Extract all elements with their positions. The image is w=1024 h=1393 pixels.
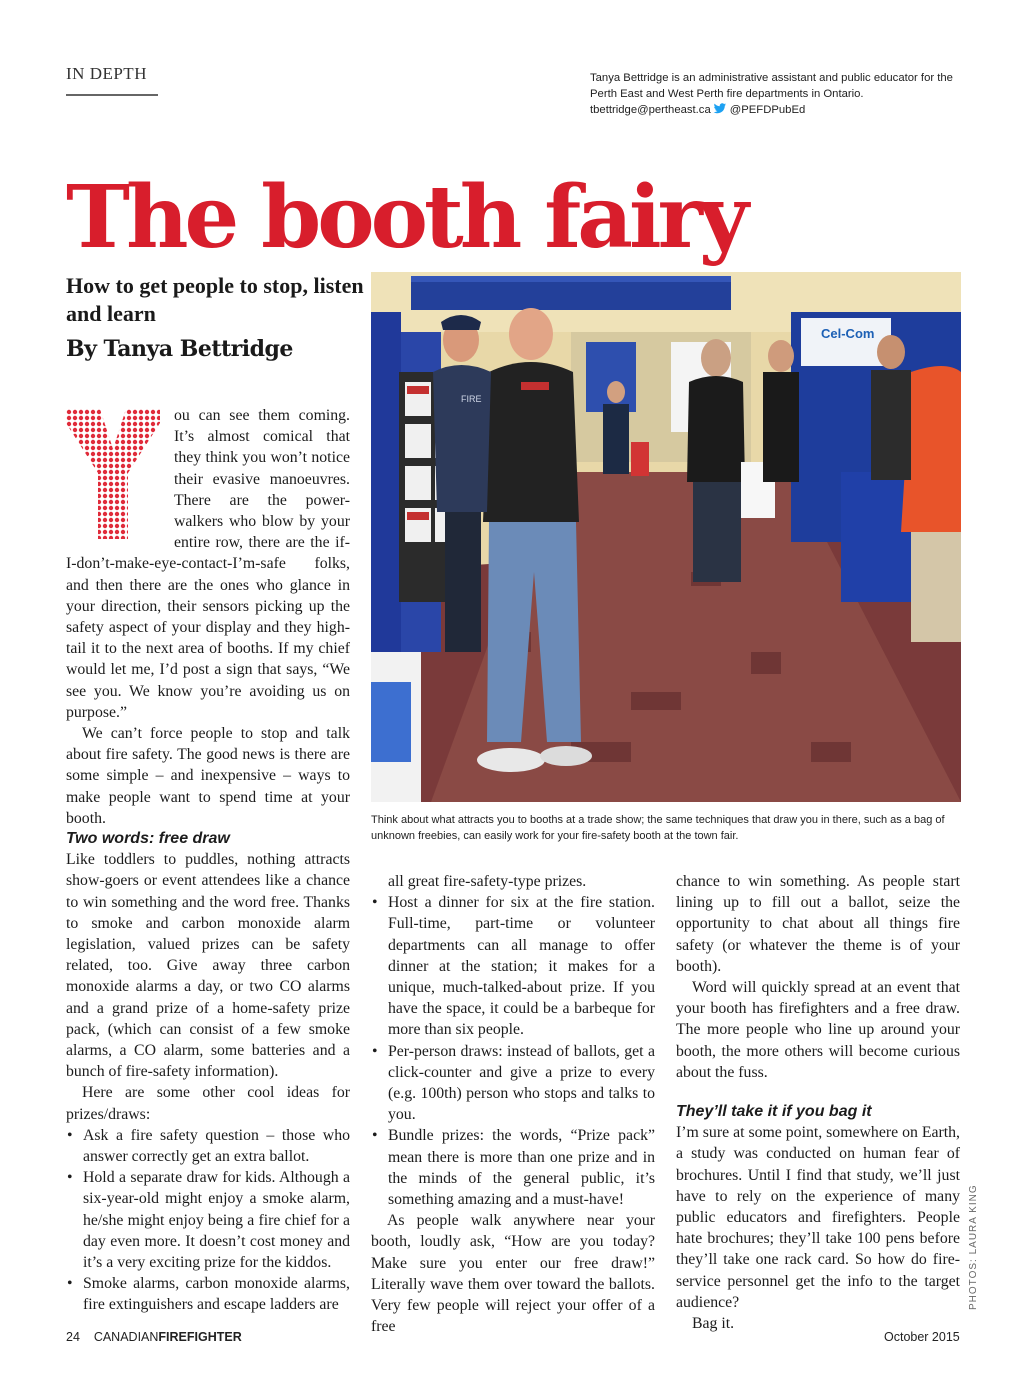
twitter-handle[interactable]: @PEFDPubEd — [729, 104, 806, 116]
list-item: • Bundle prizes: the words, “Prize pack” mean there is more than one prize and in the minds of the general public, it’s something amazing and a must-have! — [371, 1125, 655, 1210]
list-continuation: all great fire-safety-type prizes. — [388, 873, 587, 890]
shirt-text: FIRE — [461, 394, 482, 404]
bio-text: Tanya Bettridge is an administrative assistant and public educator for the Perth East and West Perth fire departments in Ontario. — [590, 72, 953, 100]
byline: By Tanya Bettridge — [66, 336, 293, 362]
page-number: 24 — [66, 1330, 80, 1344]
list-item: • Hold a separate draw for kids. Although a six-year-old might enjoy a smoke alarm, he/she might enjoy being a fire chief for a day even more. It doesn’t cost money and it’s a very exciting prize for the kiddos. — [66, 1167, 350, 1273]
bird-icon — [713, 103, 727, 114]
prize-ideas-list — [66, 1125, 350, 1316]
author-bio — [590, 70, 970, 118]
article-column-1 — [66, 405, 350, 829]
section-heading-free-draw: Two words: free draw — [66, 830, 230, 847]
photo-caption: Think about what attracts you to booths at a trade show; the same techniques that draw you in there, such as a bag of unknown freebies, can easily work for your fire-safety booth at the town fair. — [371, 814, 945, 842]
list-item: • Smoke alarms, carbon monoxide alarms, fire extinguishers and escape ladders are — [66, 1273, 350, 1315]
booth-sign: Cel-Com — [821, 326, 875, 341]
intro-paragraph-2: We can’t force people to stop and talk about fire safety. The good news is there are some simple – and inexpensive – ways to make people want to spend time at your booth. — [66, 725, 350, 827]
section-heading-bag-it: They’ll take it if you bag it — [676, 1103, 872, 1121]
author-email[interactable]: tbettridge@pertheast.ca — [590, 104, 711, 116]
list-item: • Host a dinner for six at the fire station. Full-time, part-time or volunteer departments can all manage to offer dinner at the station; it makes for a unique, much-talked-about prize. If you have the space, it could be a barbeque for more than six people. — [371, 892, 655, 1040]
section-label: IN DEPTH — [66, 64, 147, 83]
page-footer-left — [66, 1330, 242, 1344]
paragraph-continued: chance to win something. As people start lining up to fill out a ballot, seize the opportunity to chat about all things fire safety (or whatever the theme is of your booth). — [676, 873, 960, 975]
article-column-2 — [371, 871, 655, 1337]
paragraph-ideas: Here are some other cool ideas for prizes/draws: — [66, 1084, 350, 1123]
magazine-name-prefix: CANADIAN — [93, 1330, 159, 1344]
dropcap-letter — [66, 409, 160, 539]
article-column-3 — [676, 871, 960, 1334]
magazine-name-bold: FIREFIGHTER — [158, 1330, 242, 1344]
prize-ideas-list-continued — [371, 892, 655, 1210]
photo-credit: PHOTOS: LAURA KING — [968, 1184, 979, 1310]
list-item: • Ask a fire safety question – those who answer correctly get an extra ballot. — [66, 1125, 350, 1167]
list-item: • Per-person draws: instead of ballots, get a click-counter and give a prize to every (e.g. 100th) person who stops and talks to you. — [371, 1041, 655, 1126]
paragraph-free-draw: Like toddlers to puddles, nothing attracts show-goers or event attendees like a chance to win something and the word free. Thanks to smoke and carbon monoxide alarm legislation, valued prizes can be safety related, too. Give away three carbon monoxide alarms a day, or two CO alarms and a grand prize of a home-safety prize pack, (which can consist of a few smoke alarms, a CO alarm, some batteries and a bunch of fire-safety information). — [66, 851, 350, 1081]
intro-paragraph: ou can see them coming. It’s almost comical that they think you won’t notice their evasive manoeuvres. There are the power-walkers who blow by your entire row, there are the if-I-don’t-make-eye-contact-I’m-safe folks, and then there are the ones who glance in your direction, their sensors picking up the safety aspect of your display and they high-tail it to the next area of booths. If my chief would let me, I’d post a sign that says, “We see you. We know you’re avoiding us on purpose.” — [66, 407, 350, 721]
article-column-1b — [66, 810, 350, 1316]
paragraph-bag-it: Bag it. — [692, 1315, 735, 1333]
article-subtitle: How to get people to stop, listen and learn — [66, 273, 364, 326]
paragraph-word-spread: Word will quickly spread at an event that your booth has firefighters and a free draw. The more people who line up around your booth, the more others will become curious about the fuss. — [676, 979, 960, 1081]
issue-date: October 2015 — [884, 1330, 960, 1344]
section-divider — [66, 94, 158, 96]
paragraph-walk-by: As people walk anywhere near your booth, loudly ask, “How are you today? Make sure you enter our free draw!” Literally wave them over toward the ballots. Very few people will reject your offer of a free — [371, 1212, 655, 1336]
trade-show-photo — [371, 272, 961, 802]
article-title: The booth fairy — [66, 167, 745, 268]
paragraph-brochures: I’m sure at some point, somewhere on Earth, a study was conducted on human fear of brochures. Until I find that study, we’ll just have to rely on the experience of many public educators and firefighters. People hate brochures; they’ll take 100 pens before they’ll take one rack card. So how do fire-service personnel get the info to the target audience? — [676, 1124, 960, 1311]
